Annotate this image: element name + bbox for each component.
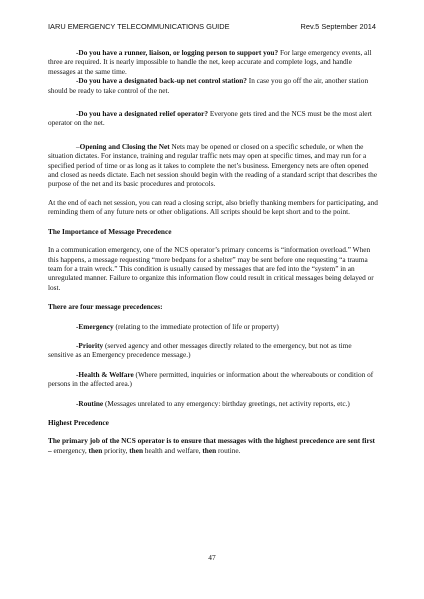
precedence-routine-desc: (Messages unrelated to any emergency: birthday greetings, net activity reports, etc.) (103, 398, 350, 408)
then-3: then (202, 445, 218, 455)
precedence-emergency-desc: (relating to the immediate protection of life or property) (113, 321, 279, 331)
paragraph-information-overload: In a communication emergency, one of the NCS operator’s primary concerns is “information overload.” When this happens, a message requesting “more bedpans for a shelter” may be sent before one requesting “a trauma team for a train wreck.” This condition is usually caused by messages that are fed into the “system” in an unregulated manner. Failure to organize this information flow could result in critical messages being delayed or lost. (48, 245, 374, 292)
list-item-emergency (48, 322, 378, 331)
precedence-priority-desc: (served agency and other messages directly related to the emergency, but not as time sensitive as an Emergency precedence message.) (48, 340, 352, 360)
list-item-health-welfare (48, 370, 378, 389)
precedence-health-welfare: -Health & Welfare (76, 369, 134, 379)
then-2: then (129, 445, 145, 455)
running-header (48, 22, 376, 34)
question-relief: -Do you have a designated relief operator? (76, 109, 209, 119)
header-revision: Rev.5 September 2014 (300, 22, 376, 31)
paragraph-highest-precedence (48, 436, 378, 455)
heading-highest-precedence: Highest Precedence (48, 417, 109, 427)
answer-backup: In case you go off the air, another station should be ready to take control of the net. (48, 76, 369, 95)
text-opening-closing: Nets may be opened or closed on a specific schedule, or when the situation dictates. For instance, training and regular traffic nets may open at specific times, and may run for a specified period of time or as long as it takes to complete the net’s business. Emergency nets are often opened and closed as needs dictate. Each net session should begin with the reading of a standard script that describes the purpose of the net and its basic procedures and protocols. (48, 141, 378, 189)
precedence-emergency: -Emergency (76, 321, 114, 331)
answer-relief: Everyone gets tired and the NCS must be the most alert operator on the net. (48, 109, 372, 128)
question-runner: -Do you have a runner, liaison, or logging person to support you? (76, 48, 279, 57)
highest-emergency: emergency, (53, 445, 89, 455)
highest-routine: routine. (217, 445, 241, 455)
dash-lead: – (76, 141, 80, 151)
paragraph-runner (48, 48, 378, 76)
highest-priority: priority, (104, 445, 130, 455)
heading-four-precedences: There are four message precedences: (48, 302, 163, 312)
question-backup: -Do you have a designated back-up net control station? (76, 76, 247, 86)
precedence-health-welfare-desc: (Where permitted, inquiries or information about the whereabouts or condition of persons in the affected area.) (48, 369, 374, 389)
subheading-opening-closing: Opening and Closing the Net (79, 141, 170, 151)
paragraph-relief (48, 109, 378, 128)
highest-precedence-lead: The primary job of the NCS operator is to ensure that messages with the highest precedence are sent first – (48, 436, 375, 455)
then-1: then (88, 445, 105, 455)
answer-runner: For large emergency events, all three are required. It is nearly impossible to handle the net, keep accurate and complete logs, and handle messages at the same time. (48, 48, 372, 76)
highest-health-welfare: health and welfare, (144, 445, 203, 455)
list-item-routine (48, 399, 378, 408)
list-item-priority (48, 341, 378, 360)
page-number: 47 (208, 553, 216, 562)
heading-message-precedence: The Importance of Message Precedence (48, 226, 172, 236)
paragraph-closing-script: At the end of each net session, you can read a closing script, also briefly thanking members for participating, and reminding them of any future nets or other obligations. All scripts should be kept short and to the point. (48, 197, 378, 217)
paragraph-backup (48, 76, 378, 95)
paragraph-opening-closing (48, 142, 378, 189)
precedence-priority: -Priority (76, 340, 104, 350)
header-title: IARU EMERGENCY TELECOMMUNICATIONS GUIDE (48, 22, 230, 31)
precedence-routine: -Routine (76, 398, 104, 408)
page-body (48, 48, 378, 455)
